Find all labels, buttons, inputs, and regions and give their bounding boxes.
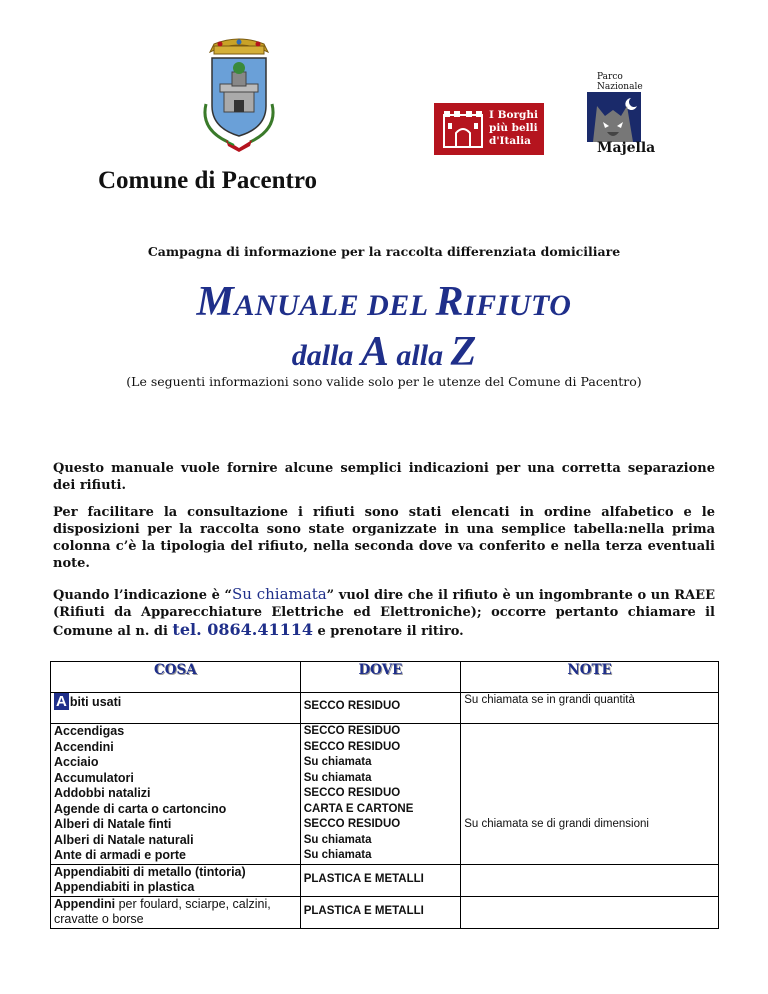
dove-cell: SECCO RESIDUO <box>300 693 460 724</box>
letter-a-marker: A <box>56 693 67 710</box>
campagna-heading: Campagna di informazione per la raccolta differenziata domiciliare <box>147 244 621 259</box>
cosa-cell: Appendini per foulard, sciarpe, calzini, cravatte o borse <box>51 896 301 928</box>
validity-note: (Le seguenti informazioni sono valide solo per le utenze del Comune di Pacentro) <box>126 374 642 389</box>
phone-number: tel. 0864.41114 <box>172 620 313 639</box>
consultation-paragraph: Per facilitare la consultazione i rifiuti sono stati elencati in ordine alfabetico e le disposizioni per la raccolta sono state organizzate in una semplice tabella:nella prima colonna c’è la tipologia del rifiuto, nella seconda dove va conferito e nella terza eventuali note. <box>53 505 715 571</box>
header-dove: DOVE <box>300 662 460 693</box>
parco-majella-logo <box>583 72 656 158</box>
cosa-cell: A biti usati <box>51 693 301 724</box>
manual-subtitle: dalla A alla Z <box>291 329 477 375</box>
comune-title: Comune di Pacentro <box>98 167 317 194</box>
parco-line3: Majella <box>597 140 656 156</box>
note-cell: Su chiamata se di grandi dimensioni <box>461 724 719 865</box>
waste-table <box>50 661 719 929</box>
borghi-line3: d'Italia <box>489 135 531 147</box>
note-cell: Su chiamata se in grandi quantità <box>461 693 719 724</box>
castle-tower-icon <box>440 109 486 149</box>
wolf-icon <box>587 92 641 142</box>
cosa-cell: Appendiabiti di metallo (tintoria) Appendiabiti in plastica <box>51 864 301 896</box>
table-row <box>51 724 719 865</box>
intro-paragraph: Questo manuale vuole fornire alcune semplici indicazioni per una corretta separazione dei rifiuti. <box>53 461 715 493</box>
dove-cell: PLASTICA E METALLI <box>300 864 460 896</box>
borghi-line2: più belli <box>489 122 538 134</box>
note-cell <box>461 864 719 896</box>
borghi-line1: I Borghi <box>489 109 538 121</box>
table-row <box>51 693 719 724</box>
dove-cell: SECCO RESIDUO SECCO RESIDUO Su chiamata Su chiamata SECCO RESIDUO CARTA E CARTONE SECCO RESIDUO Su chiamata Su chiamata <box>300 724 460 865</box>
parco-line1: Parco <box>597 72 623 82</box>
manual-title: MANUALE DEL RIFIUTO <box>196 279 572 325</box>
note-cell <box>461 896 719 928</box>
su-chiamata-highlight: Su chiamata <box>231 585 327 603</box>
table-header-row <box>51 662 719 693</box>
borghi-piu-belli-logo <box>434 103 544 155</box>
table-row <box>51 896 719 928</box>
header-cosa: COSA <box>51 662 301 693</box>
header-note: NOTE <box>461 662 719 693</box>
su-chiamata-paragraph: Quando l’indicazione è “Su chiamata” vuol dire che il rifiuto è un ingombrante o un RAEE (Rifiuti da Apparecchiature Elettriche ed Elettroniche); occorre pertanto chiamare il Comune al n. di tel. 0864.41114 e prenotare il ritiro. <box>53 585 715 639</box>
pacentro-crest <box>198 34 280 154</box>
dove-cell: PLASTICA E METALLI <box>300 896 460 928</box>
cosa-cell: Accendigas Accendini Acciaio Accumulatori Addobbi natalizi Agende di carta o cartoncino Alberi di Natale finti Alberi di Natale naturali Ante di armadi e porte <box>51 724 301 865</box>
parco-line2: Nazionale <box>597 82 643 92</box>
table-row <box>51 864 719 896</box>
